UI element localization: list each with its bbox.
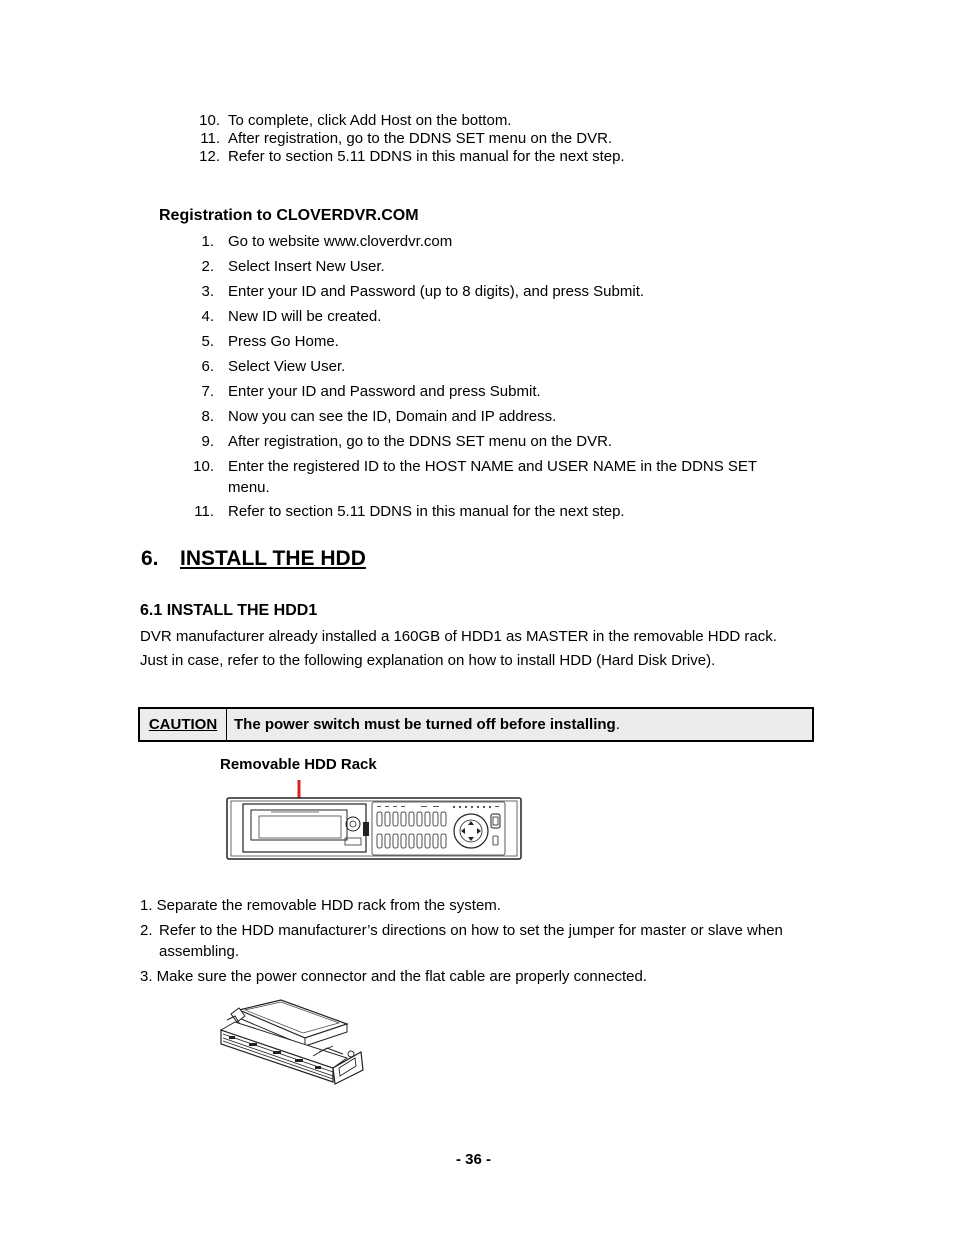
section-number: 6. [141,547,159,570]
step-number: 8. [201,408,214,425]
step-text: Refer to section 5.11 DDNS in this manual for the next step. [228,503,625,520]
caution-message: The power switch must be turned off before installing [234,716,616,733]
list-item: After registration, go to the DDNS SET menu on the DVR. [228,130,613,147]
section-title: INSTALL THE HDD [180,547,366,570]
instruction-step: 1. Separate the removable HDD rack from the system. [140,897,501,914]
step-text: Select View User. [228,358,346,375]
registration-heading: Registration to CLOVERDVR.COM [159,207,419,224]
step-text: New ID will be created. [228,308,382,325]
step-number: 4. [201,308,214,325]
list-number: 10. [199,112,220,129]
page-number: - 36 - [456,1151,492,1168]
caution-text [234,709,620,740]
list-item: Refer to section 5.11 DDNS in this manual for the next step. [228,148,625,165]
paragraph: DVR manufacturer already installed a 160GB of HDD1 as MASTER in the removable HDD rack. [140,628,777,645]
step-text: Press Go Home. [228,333,339,350]
step-number: 7. [201,383,214,400]
instruction-step: 3. Make sure the power connector and the flat cable are properly connected. [140,968,647,985]
step-text: Enter your ID and Password and press Submit. [228,383,541,400]
caution-label: CAUTION [140,709,227,740]
step-number: 5. [201,333,214,350]
step-number: 3. [201,283,214,300]
figure-caption: Removable HDD Rack [220,756,377,773]
step-text: Now you can see the ID, Domain and IP address. [228,408,557,425]
sub-heading: 6.1 INSTALL THE HDD1 [140,602,318,619]
list-number: 11. [200,130,220,147]
step-text: Enter your ID and Password (up to 8 digits), and press Submit. [228,283,645,300]
list-number: 12. [199,148,220,165]
hdd-rack-illustration [215,996,370,1088]
step-number: 1. [201,233,214,250]
step-text-continued: menu. [228,479,270,496]
step-number: 9. [201,433,214,450]
paragraph: Just in case, refer to the following explanation on how to install HDD (Hard Disk Drive). [140,652,716,669]
caution-suffix: . [615,716,620,733]
step-text: After registration, go to the DDNS SET menu on the DVR. [228,433,613,450]
step-number: 2. [201,258,214,275]
instruction-step: Refer to the HDD manufacturer’s directions on how to set the jumper for master or slave when [159,922,783,939]
instruction-step-number: 2. [140,922,153,939]
instruction-step-continued: assembling. [159,943,240,960]
list-item: To complete, click Add Host on the bottom. [228,112,512,129]
step-text: Go to website www.cloverdvr.com [228,233,453,250]
dvr-front-panel-illustration [225,778,525,864]
step-text: Select Insert New User. [228,258,385,275]
step-text: Enter the registered ID to the HOST NAME and USER NAME in the DDNS SET [228,458,758,475]
section-heading [141,547,366,571]
step-number: 11. [194,503,214,520]
step-number: 10. [193,458,214,475]
caution-box [138,707,814,742]
step-number: 6. [201,358,214,375]
